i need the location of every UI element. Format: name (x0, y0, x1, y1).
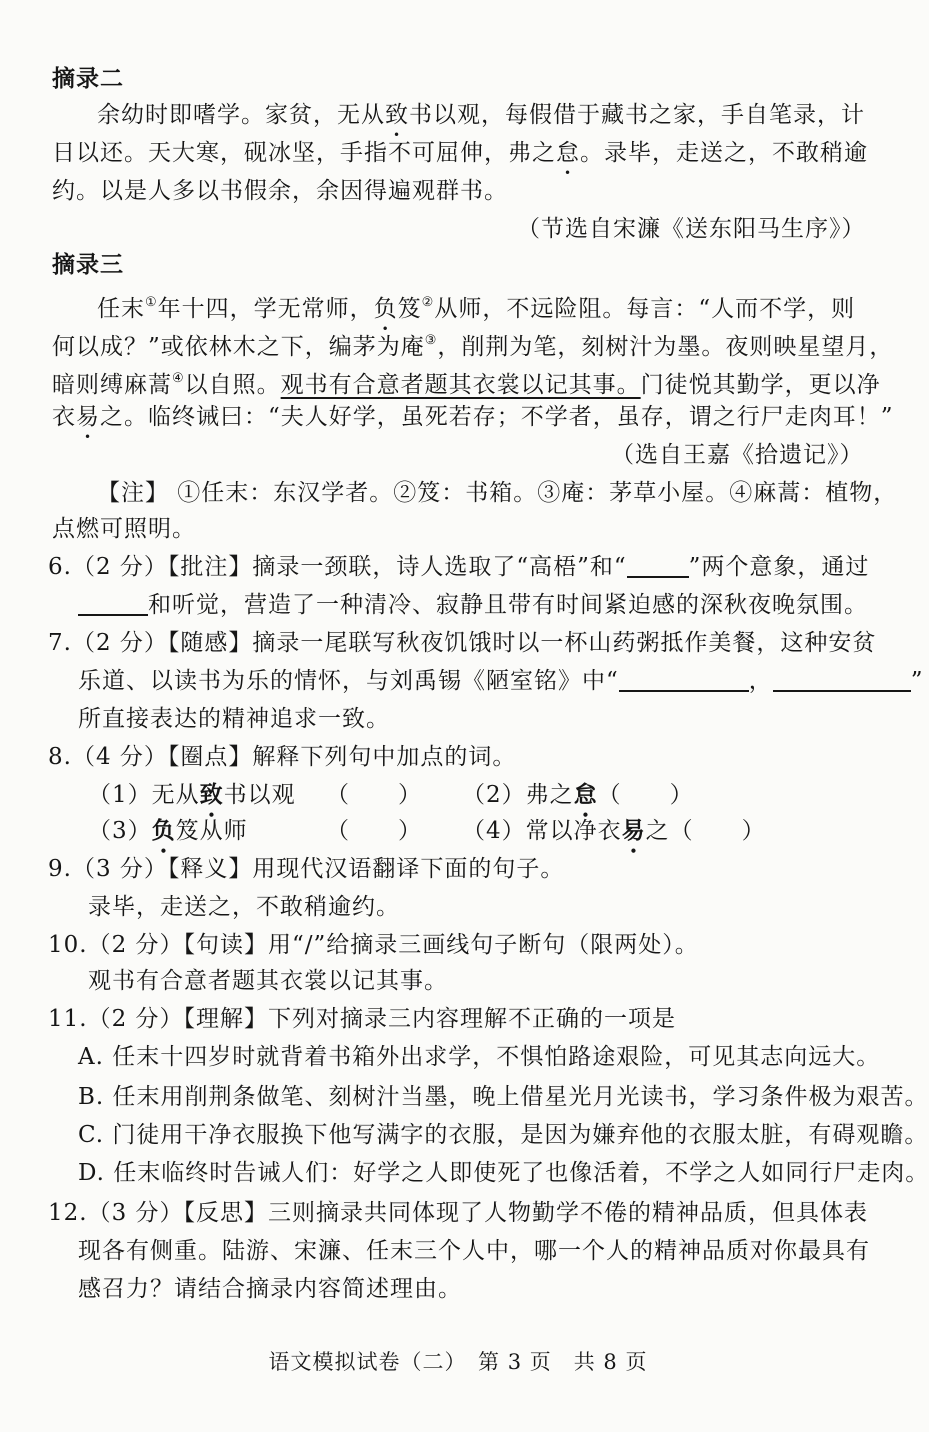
underlined-sentence: 观书有合意者题其衣裳以记其事。 (280, 372, 641, 398)
answer-blank[interactable] (78, 592, 148, 616)
answer-blank[interactable] (773, 668, 911, 692)
answer-blank[interactable] (627, 554, 689, 578)
question-7-line2: 乐道、以读书为乐的情怀，与刘禹锡《陋室铭》中“ ， ” (78, 668, 924, 694)
answer-blank[interactable] (619, 668, 749, 692)
question-12-line2: 现各有侧重。陆游、宋濂、任末三个人中，哪一个人的精神品质对你最具有 (78, 1238, 870, 1264)
option-d[interactable]: D. 任末临终时告诫人们：好学之人即使死了也像活着，不学之人如同行尸走肉。 (78, 1160, 929, 1186)
question-7-line1: 7.（2 分）【随感】摘录一尾联写秋夜饥饿时以一杯山药粥抵作美餐，这种安贫 (48, 630, 877, 656)
excerpt3-line3: 暗则缚麻蒿④以自照。观书有合意者题其衣裳以记其事。门徒悦其勤学，更以净 (52, 371, 881, 398)
question-8: 8.（4 分）【圈点】解释下列句中加点的词。 (48, 744, 517, 770)
excerpt2-line3: 约。以是人多以书假余，余因得遍观群书。 (52, 178, 508, 204)
question-10-sentence: 观书有合意者题其衣裳以记其事。 (88, 968, 448, 994)
question-7-line3: 所直接表达的精神追求一致。 (78, 706, 390, 732)
excerpt3-line4: 衣易之。临终诫曰：“夫人好学，虽死若存；不学者，虽存，谓之行尸走肉耳！” (52, 404, 894, 430)
excerpt2-line1: 余幼时即嗜学。家贫，无从致书以观，每假借于藏书之家，手自笔录，计 (97, 102, 865, 128)
page-footer: 语文模拟试卷（二） 第 3 页 共 8 页 (268, 1350, 648, 1374)
question-8-item3: （3）负笈从师 (88, 817, 248, 844)
excerpt3-note-line1: 【注】 ①任末：东汉学者。②笈：书箱。③庵：茅草小屋。④麻蒿：植物， (97, 480, 898, 506)
excerpt2-heading: 摘录二 (52, 66, 124, 92)
question-8-item2: （2）弗之怠（ ） (462, 781, 694, 808)
question-9: 9.（3 分）【释义】用现代汉语翻译下面的句子。 (48, 856, 565, 882)
excerpt3-line2: 何以成？”或依林木之下，编茅为庵③，削荆为笔，刻树汁为墨。夜则映星望月， (52, 333, 894, 360)
question-8-item1: （1）无从致书以观 (88, 781, 296, 808)
excerpt3-source: （选自王嘉《拾遗记》） (611, 442, 864, 468)
option-c[interactable]: C. 门徒用干净衣服换下他写满字的衣服，是因为嫌弃他的衣服太脏，有碍观瞻。 (78, 1122, 929, 1148)
answer-paren[interactable]: （ ） (597, 782, 694, 808)
excerpt2-line2: 日以还。天大寒，砚冰坚，手指不可屈伸，弗之怠。录毕，走送之，不敢稍逾 (52, 140, 868, 166)
question-6-line1: 6.（2 分）【批注】摘录一颈联，诗人选取了“高梧”和“ ”两个意象，通过 (48, 554, 870, 580)
question-10: 10.（2 分）【句读】用“/”给摘录三画线句子断句（限两处）。 (48, 932, 699, 958)
question-9-sentence: 录毕，走送之，不敢稍逾约。 (88, 894, 400, 920)
question-12-line3: 感召力？请结合摘录内容简述理由。 (78, 1276, 462, 1302)
excerpt2-source: （节选自宋濂《送东阳马生序》） (517, 216, 866, 242)
answer-paren[interactable]: （ ） (326, 782, 422, 808)
excerpt3-heading: 摘录三 (52, 252, 124, 278)
question-12-line1: 12.（3 分）【反思】三则摘录共同体现了人物勤学不倦的精神品质，但具体表 (48, 1200, 869, 1226)
excerpt3-note-line2: 点燃可照明。 (52, 516, 196, 542)
question-11: 11.（2 分）【理解】下列对摘录三内容理解不正确的一项是 (48, 1006, 677, 1032)
option-a[interactable]: A. 任末十四岁时就背着书箱外出求学，不惧怕路途艰险，可见其志向远大。 (78, 1044, 881, 1070)
answer-paren[interactable]: （ ） (326, 818, 422, 844)
question-6-line2: 和听觉，营造了一种清冷、寂静且带有时间紧迫感的深秋夜晚氛围。 (78, 590, 868, 620)
question-8-item4: （4）常以净衣易之（ ） (462, 817, 766, 844)
excerpt3-line1: 任末①年十四，学无常师，负笈②从师，不远险阻。每言：“人而不学，则 (97, 295, 856, 322)
answer-paren[interactable]: （ ） (669, 818, 766, 844)
option-b[interactable]: B. 任末用削荆条做笔、刻树汁当墨，晚上借星光月光读书，学习条件极为艰苦。 (78, 1084, 929, 1110)
